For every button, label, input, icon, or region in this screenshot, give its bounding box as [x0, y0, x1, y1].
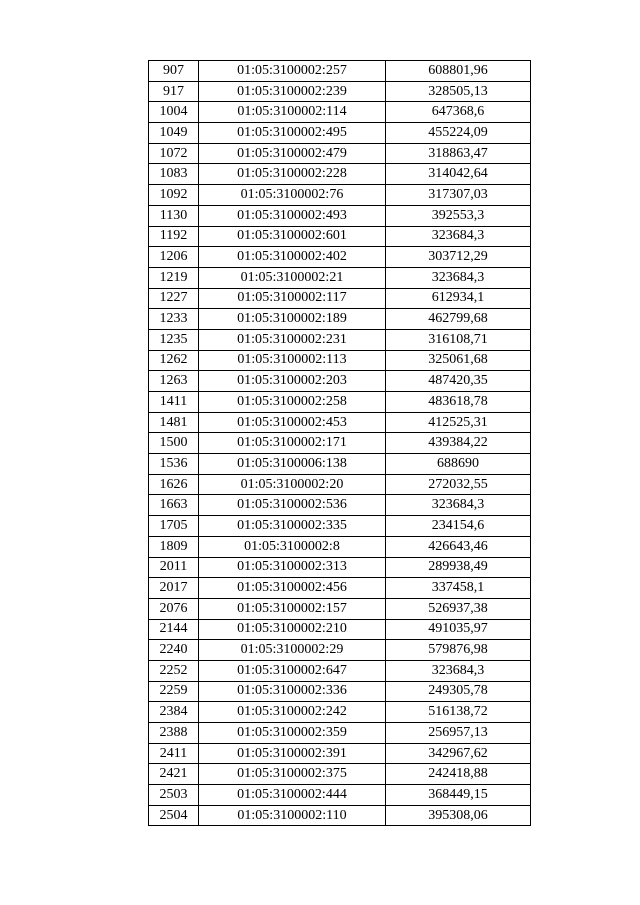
value-cell: 368449,15: [386, 785, 531, 806]
cadastral-number-cell: 01:05:3100002:157: [199, 598, 386, 619]
value-cell: 516138,72: [386, 702, 531, 723]
cadastral-number-cell: 01:05:3100002:536: [199, 495, 386, 516]
table-body: [149, 61, 531, 826]
value-cell: 318863,47: [386, 143, 531, 164]
table-row: [149, 102, 531, 123]
row-number-cell: 1004: [149, 102, 199, 123]
cadastral-number-cell: 01:05:3100002:335: [199, 516, 386, 537]
cadastral-number-cell: 01:05:3100002:210: [199, 619, 386, 640]
table-row: [149, 536, 531, 557]
value-cell: 242418,88: [386, 764, 531, 785]
row-number-cell: 1192: [149, 226, 199, 247]
cadastral-number-cell: 01:05:3100002:375: [199, 764, 386, 785]
value-cell: 487420,35: [386, 371, 531, 392]
table-row: [149, 743, 531, 764]
cadastral-number-cell: 01:05:3100002:110: [199, 805, 386, 826]
cadastral-number-cell: 01:05:3100002:21: [199, 267, 386, 288]
cadastral-number-cell: 01:05:3100002:189: [199, 309, 386, 330]
table-row: [149, 185, 531, 206]
table-row: [149, 392, 531, 413]
value-cell: 256957,13: [386, 723, 531, 744]
value-cell: 455224,09: [386, 123, 531, 144]
row-number-cell: 1262: [149, 350, 199, 371]
cadastral-number-cell: 01:05:3100002:231: [199, 329, 386, 350]
value-cell: 439384,22: [386, 433, 531, 454]
row-number-cell: 2259: [149, 681, 199, 702]
row-number-cell: 1263: [149, 371, 199, 392]
table-row: [149, 81, 531, 102]
row-number-cell: 2011: [149, 557, 199, 578]
table-row: [149, 805, 531, 826]
cadastral-number-cell: 01:05:3100002:456: [199, 578, 386, 599]
cadastral-value-table: [148, 60, 531, 826]
value-cell: 483618,78: [386, 392, 531, 413]
row-number-cell: 1411: [149, 392, 199, 413]
value-cell: 234154,6: [386, 516, 531, 537]
cadastral-number-cell: 01:05:3100002:359: [199, 723, 386, 744]
value-cell: 612934,1: [386, 288, 531, 309]
table-row: [149, 350, 531, 371]
row-number-cell: 1083: [149, 164, 199, 185]
value-cell: 314042,64: [386, 164, 531, 185]
table-row: [149, 309, 531, 330]
cadastral-number-cell: 01:05:3100002:117: [199, 288, 386, 309]
table-row: [149, 619, 531, 640]
row-number-cell: 1536: [149, 454, 199, 475]
cadastral-number-cell: 01:05:3100002:257: [199, 61, 386, 82]
table-row: [149, 764, 531, 785]
table-row: [149, 371, 531, 392]
row-number-cell: 1130: [149, 205, 199, 226]
row-number-cell: 2388: [149, 723, 199, 744]
row-number-cell: 1092: [149, 185, 199, 206]
table-row: [149, 205, 531, 226]
table-row: [149, 785, 531, 806]
value-cell: 342967,62: [386, 743, 531, 764]
table-row: [149, 143, 531, 164]
row-number-cell: 1626: [149, 474, 199, 495]
cadastral-number-cell: 01:05:3100002:601: [199, 226, 386, 247]
row-number-cell: 2144: [149, 619, 199, 640]
value-cell: 426643,46: [386, 536, 531, 557]
cadastral-number-cell: 01:05:3100002:495: [199, 123, 386, 144]
row-number-cell: 2504: [149, 805, 199, 826]
table-row: [149, 681, 531, 702]
table-row: [149, 516, 531, 537]
row-number-cell: 1219: [149, 267, 199, 288]
cadastral-number-cell: 01:05:3100002:647: [199, 660, 386, 681]
table-row: [149, 557, 531, 578]
table-row: [149, 660, 531, 681]
value-cell: 579876,98: [386, 640, 531, 661]
row-number-cell: 1705: [149, 516, 199, 537]
table-row: [149, 329, 531, 350]
row-number-cell: 917: [149, 81, 199, 102]
cadastral-number-cell: 01:05:3100002:203: [199, 371, 386, 392]
cadastral-number-cell: 01:05:3100002:113: [199, 350, 386, 371]
value-cell: 317307,03: [386, 185, 531, 206]
cadastral-number-cell: 01:05:3100002:228: [199, 164, 386, 185]
cadastral-number-cell: 01:05:3100002:313: [199, 557, 386, 578]
row-number-cell: 1206: [149, 247, 199, 268]
value-cell: 249305,78: [386, 681, 531, 702]
table-row: [149, 640, 531, 661]
value-cell: 412525,31: [386, 412, 531, 433]
row-number-cell: 2503: [149, 785, 199, 806]
value-cell: 325061,68: [386, 350, 531, 371]
cadastral-number-cell: 01:05:3100002:20: [199, 474, 386, 495]
value-cell: 289938,49: [386, 557, 531, 578]
value-cell: 462799,68: [386, 309, 531, 330]
table-row: [149, 247, 531, 268]
row-number-cell: 1809: [149, 536, 199, 557]
row-number-cell: 1072: [149, 143, 199, 164]
value-cell: 272032,55: [386, 474, 531, 495]
cadastral-number-cell: 01:05:3100006:138: [199, 454, 386, 475]
table-row: [149, 123, 531, 144]
cadastral-number-cell: 01:05:3100002:29: [199, 640, 386, 661]
row-number-cell: 1500: [149, 433, 199, 454]
cadastral-number-cell: 01:05:3100002:453: [199, 412, 386, 433]
cadastral-number-cell: 01:05:3100002:242: [199, 702, 386, 723]
table-row: [149, 61, 531, 82]
cadastral-number-cell: 01:05:3100002:479: [199, 143, 386, 164]
cadastral-number-cell: 01:05:3100002:171: [199, 433, 386, 454]
cadastral-number-cell: 01:05:3100002:76: [199, 185, 386, 206]
table-row: [149, 598, 531, 619]
cadastral-number-cell: 01:05:3100002:444: [199, 785, 386, 806]
row-number-cell: 1049: [149, 123, 199, 144]
row-number-cell: 1235: [149, 329, 199, 350]
cadastral-number-cell: 01:05:3100002:8: [199, 536, 386, 557]
table-row: [149, 495, 531, 516]
row-number-cell: 2240: [149, 640, 199, 661]
value-cell: 316108,71: [386, 329, 531, 350]
table-row: [149, 433, 531, 454]
row-number-cell: 2076: [149, 598, 199, 619]
value-cell: 328505,13: [386, 81, 531, 102]
value-cell: 491035,97: [386, 619, 531, 640]
table-row: [149, 578, 531, 599]
cadastral-number-cell: 01:05:3100002:493: [199, 205, 386, 226]
table-row: [149, 267, 531, 288]
row-number-cell: 1227: [149, 288, 199, 309]
row-number-cell: 1481: [149, 412, 199, 433]
cadastral-number-cell: 01:05:3100002:258: [199, 392, 386, 413]
value-cell: 608801,96: [386, 61, 531, 82]
table-row: [149, 412, 531, 433]
value-cell: 303712,29: [386, 247, 531, 268]
table-row: [149, 702, 531, 723]
table-row: [149, 454, 531, 475]
value-cell: 323684,3: [386, 226, 531, 247]
document-page: [148, 60, 531, 826]
row-number-cell: 2384: [149, 702, 199, 723]
row-number-cell: 2421: [149, 764, 199, 785]
table-row: [149, 164, 531, 185]
value-cell: 337458,1: [386, 578, 531, 599]
cadastral-number-cell: 01:05:3100002:402: [199, 247, 386, 268]
row-number-cell: 2017: [149, 578, 199, 599]
table-row: [149, 474, 531, 495]
cadastral-number-cell: 01:05:3100002:391: [199, 743, 386, 764]
value-cell: 392553,3: [386, 205, 531, 226]
cadastral-number-cell: 01:05:3100002:114: [199, 102, 386, 123]
row-number-cell: 2252: [149, 660, 199, 681]
cadastral-number-cell: 01:05:3100002:336: [199, 681, 386, 702]
value-cell: 323684,3: [386, 267, 531, 288]
row-number-cell: 907: [149, 61, 199, 82]
table-row: [149, 288, 531, 309]
value-cell: 526937,38: [386, 598, 531, 619]
row-number-cell: 2411: [149, 743, 199, 764]
value-cell: 323684,3: [386, 660, 531, 681]
cadastral-number-cell: 01:05:3100002:239: [199, 81, 386, 102]
value-cell: 688690: [386, 454, 531, 475]
row-number-cell: 1233: [149, 309, 199, 330]
value-cell: 395308,06: [386, 805, 531, 826]
value-cell: 647368,6: [386, 102, 531, 123]
table-row: [149, 226, 531, 247]
table-row: [149, 723, 531, 744]
value-cell: 323684,3: [386, 495, 531, 516]
row-number-cell: 1663: [149, 495, 199, 516]
